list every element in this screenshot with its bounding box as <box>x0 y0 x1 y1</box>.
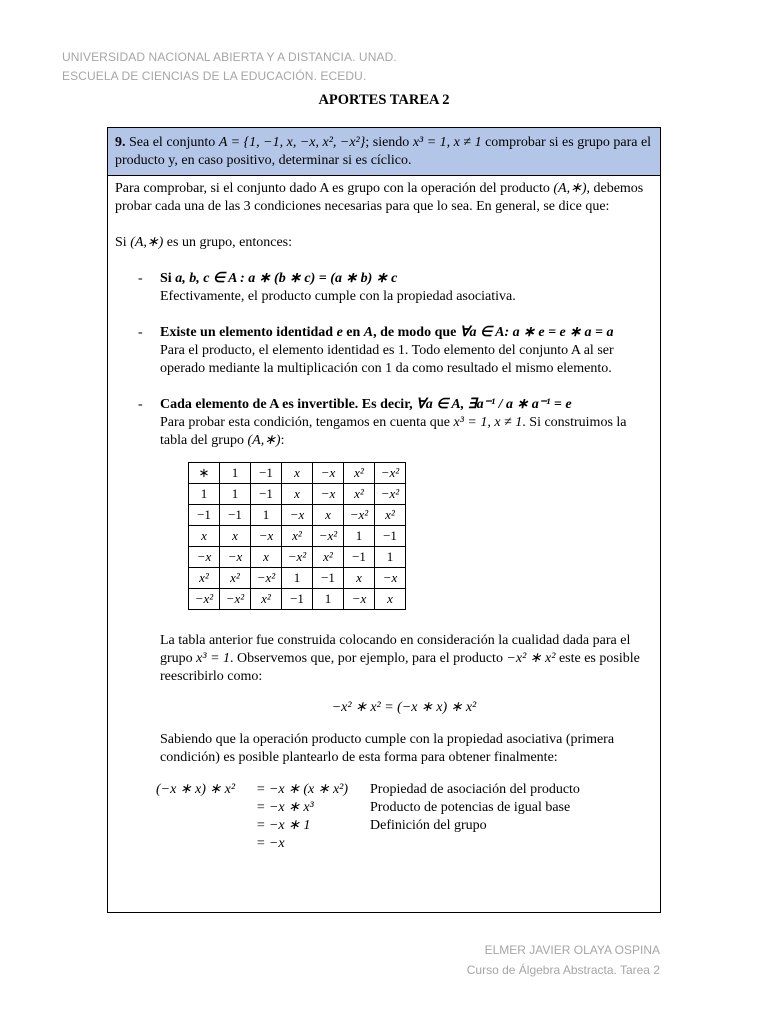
table-cell: −1 <box>189 505 220 526</box>
derivation <box>156 781 653 853</box>
header-school: ESCUELA DE CIENCIAS DE LA EDUCACIÓN. ECEDU. <box>62 69 367 83</box>
derivation-rhs: = −x ∗ x³ <box>256 800 314 815</box>
table-cell: x <box>251 547 282 568</box>
c2-e: e <box>336 325 343 340</box>
table-cell: −x <box>282 505 313 526</box>
table-cell: x² <box>375 505 406 526</box>
table-cell: x² <box>313 547 344 568</box>
after-text-e: este es posible reescribirlo como: <box>160 651 640 684</box>
table-cell: x² <box>220 568 251 589</box>
derivation-note: Propiedad de asociación del producto <box>370 782 580 797</box>
table-cell: x <box>282 484 313 505</box>
table-cell: 1 <box>282 568 313 589</box>
rewrite-equation: −x² ∗ x² = (−x ∗ x) ∗ x² <box>331 700 477 715</box>
table-cell: x <box>313 505 344 526</box>
table-cell: −1 <box>220 505 251 526</box>
table-cell: −1 <box>313 568 344 589</box>
table-cell: x² <box>189 568 220 589</box>
c3-group: (A,∗) <box>247 433 281 448</box>
condition-1-text: Efectivamente, el producto cumple con la propiedad asociativa. <box>160 289 516 304</box>
condition-identity <box>115 324 653 378</box>
page-footer <box>467 940 660 980</box>
condition-2-heading <box>160 324 653 342</box>
c2-bold2: en <box>342 325 364 340</box>
table-cell: −x <box>251 526 282 547</box>
condition-3-heading <box>160 396 653 414</box>
intro-text-c: , debemos probar cada una de las 3 condiciones necesarias para que lo sea. En general, se dice que: <box>115 181 644 214</box>
derivation-row <box>156 817 653 835</box>
table-cell: 1 <box>344 526 375 547</box>
c3-bold: Cada elemento de A es invertible. Es decir, <box>160 397 417 412</box>
page-title: APORTES TAREA 2 <box>318 92 450 108</box>
table-cell: 1 <box>220 463 251 484</box>
si-line <box>115 234 653 252</box>
intro-group: (A,∗) <box>553 181 587 196</box>
si-text-a: Si <box>115 235 131 250</box>
c2-bold1: Existe un elemento identidad <box>160 325 337 340</box>
c1-bold: Si <box>160 271 176 286</box>
table-cell: −x² <box>251 568 282 589</box>
table-cell: −x <box>313 463 344 484</box>
table-row <box>189 589 406 610</box>
condition-associative <box>115 270 653 306</box>
question-text-1: Sea el conjunto <box>125 135 219 150</box>
answer-content <box>108 176 660 853</box>
table-cell: −1 <box>251 463 282 484</box>
table-row <box>189 505 406 526</box>
bullet-dash: - <box>138 397 143 412</box>
condition-2-text: Para el producto, el elemento identidad es 1. Todo elemento del conjunto A al ser operado mediante la multiplicación con 1 da como resultado el mismo elemento. <box>160 343 614 376</box>
table-cell: 1 <box>313 589 344 610</box>
derivation-rhs: = −x ∗ 1 <box>256 818 311 833</box>
table-cell: −x² <box>375 463 406 484</box>
table-row <box>189 484 406 505</box>
question-text-2: ; siendo <box>365 135 413 150</box>
after-text-c: . Observemos que, por ejemplo, para el producto <box>230 651 507 666</box>
after-table-paragraph <box>115 632 653 686</box>
derivation-row <box>156 799 653 817</box>
table-cell: x <box>375 589 406 610</box>
question-number: 9. <box>115 135 126 150</box>
after-text-a: La tabla anterior fue construida colocando en consideración la cualidad dada para el grupo <box>160 633 631 666</box>
table-cell: −1 <box>375 526 406 547</box>
table-cell: x² <box>251 589 282 610</box>
table-cell: 1 <box>189 484 220 505</box>
table-row <box>189 568 406 589</box>
derivation-lhs <box>156 835 256 853</box>
table-cell: −1 <box>344 547 375 568</box>
derivation-rhs: = −x ∗ (x ∗ x²) <box>256 782 349 797</box>
knowing-paragraph: Sabiendo que la operación producto cumple con la propiedad asociativa (primera condición) es posible plantearlo de esta forma para obtener finalmente: <box>160 732 615 765</box>
c3-math: ∀a ∈ A, ∃a⁻¹ / a ∗ a⁻¹ = e <box>416 397 572 412</box>
si-text-c: es un grupo, entonces: <box>163 235 292 250</box>
derivation-note: Producto de potencias de igual base <box>370 800 571 815</box>
table-cell: −1 <box>282 589 313 610</box>
table-cell: −1 <box>251 484 282 505</box>
table-cell: −x² <box>220 589 251 610</box>
table-cell: −x² <box>313 526 344 547</box>
table-cell: −x² <box>344 505 375 526</box>
table-row <box>189 526 406 547</box>
table-row <box>189 547 406 568</box>
table-cell: x <box>220 526 251 547</box>
question-set: A = {1, −1, x, −x, x², −x²} <box>218 135 366 150</box>
table-cell: x² <box>344 484 375 505</box>
footer-course: Curso de Álgebra Abstracta. Tarea 2 <box>466 963 660 977</box>
table-cell: −x <box>375 568 406 589</box>
c2-A: A <box>363 325 374 340</box>
table-cell: 1 <box>375 547 406 568</box>
table-cell: x² <box>344 463 375 484</box>
table-cell: −x² <box>282 547 313 568</box>
condition-3-text <box>160 414 653 450</box>
intro-paragraph <box>115 180 653 216</box>
page-header <box>62 48 397 86</box>
bullet-dash: - <box>138 325 143 340</box>
question-statement <box>108 128 660 176</box>
c3-cond: x³ = 1, x ≠ 1 <box>453 415 523 430</box>
table-cell: −x² <box>375 484 406 505</box>
derivation-lhs: (−x ∗ x) ∗ x² <box>156 782 236 797</box>
group-table <box>188 462 406 610</box>
derivation-row <box>156 835 653 853</box>
c2-math: ∀a ∈ A: a ∗ e = e ∗ a = a <box>459 325 614 340</box>
bullet-dash: - <box>138 271 143 286</box>
after-product: −x² ∗ x² <box>506 651 556 666</box>
header-university: UNIVERSIDAD NACIONAL ABIERTA Y A DISTANCIA. UNAD. <box>62 50 397 64</box>
table-cell: x <box>282 463 313 484</box>
table-cell: −x² <box>189 589 220 610</box>
table-cell: 1 <box>251 505 282 526</box>
c1-math: a, b, c ∈ A : a ∗ (b ∗ c) = (a ∗ b) ∗ c <box>175 271 398 286</box>
exercise-box <box>107 127 661 913</box>
footer-author: ELMER JAVIER OLAYA OSPINA <box>484 943 660 957</box>
question-text-3: comprobar si es grupo para el producto y, en caso positivo, determinar si es cíclico. <box>115 135 652 168</box>
c3-text-2: . Si construimos la tabla del grupo <box>160 415 627 448</box>
table-cell: x <box>344 568 375 589</box>
table-cell: −x <box>189 547 220 568</box>
derivation-rhs: = −x <box>256 836 285 851</box>
si-group: (A,∗) <box>130 235 164 250</box>
table-cell: −x <box>220 547 251 568</box>
c2-bold3: , de modo que <box>373 325 460 340</box>
table-cell: −x <box>313 484 344 505</box>
c3-text-1: Para probar esta condición, tengamos en cuenta que <box>160 415 454 430</box>
derivation-lhs <box>156 799 256 817</box>
table-cell: 1 <box>220 484 251 505</box>
c3-text-3: : <box>280 433 285 448</box>
derivation-lhs <box>156 817 256 835</box>
condition-1-heading <box>160 270 653 288</box>
derivation-note: Definición del grupo <box>370 818 487 833</box>
after-cond: x³ = 1 <box>196 651 231 666</box>
intro-text-a: Para comprobar, si el conjunto dado A es grupo con la operación del producto <box>115 181 554 196</box>
question-condition: x³ = 1, x ≠ 1 <box>412 135 482 150</box>
table-cell: x <box>189 526 220 547</box>
table-row <box>189 463 406 484</box>
table-cell: x² <box>282 526 313 547</box>
derivation-row <box>156 781 653 799</box>
condition-inverse <box>115 396 653 450</box>
table-cell: −x <box>344 589 375 610</box>
table-operator-cell: ∗ <box>189 463 220 484</box>
